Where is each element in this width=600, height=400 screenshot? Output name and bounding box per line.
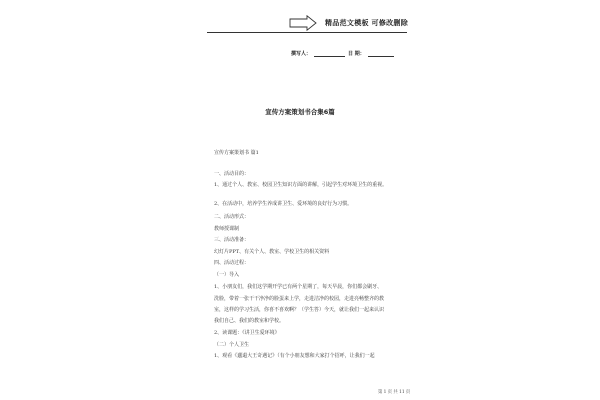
writer-date-line	[291, 50, 394, 57]
paragraph-line: 三、活动准备：	[214, 237, 250, 243]
date-label: 日 期：	[348, 51, 365, 57]
paragraph-line: （二）个人卫生	[214, 342, 250, 348]
paragraph-line: 2、在活动中，培养学生养成讲卫生、爱环境的良好行为习惯。	[214, 201, 353, 207]
paragraph-line: 二、活动形式：	[214, 214, 250, 220]
header-rule	[207, 32, 407, 33]
paragraph-line: （一）导入	[214, 272, 240, 278]
paragraph-line: 教师授课制	[214, 226, 240, 232]
banner-text: 精品范文模板 可修改删除	[325, 19, 409, 27]
paragraph-line: 1、通过个人、教室、校园卫生知识方面的讲解，引起学生对环境卫生的重视。	[214, 182, 388, 188]
writer-blank	[314, 56, 345, 57]
right-arrow-icon	[289, 15, 317, 31]
paragraph-line: 我们自己、我们的教室和学校。	[214, 318, 285, 324]
writer-label: 撰写人：	[291, 51, 312, 57]
section-heading: 宣传方案策划书 篇1	[214, 150, 259, 156]
document-title: 宣传方案策划书合集6篇	[265, 108, 335, 116]
paragraph-line: 1、观看《邋遢大王奇遇记》（有个小朋友想和大家打个招呼，让我们一起	[214, 353, 375, 359]
paragraph-line: 1、小朋友们，我们这学期开学已有两个星期了，每天早晨，你们都会刷牙、	[214, 284, 383, 290]
paragraph-line: 四、活动过程：	[214, 260, 250, 266]
page-number: 第 1 页 共 11 页	[378, 390, 411, 395]
paragraph-line: 室，这样的学习生活，你喜不喜欢啊？（学生答）今天，就让我们一起来认识	[214, 307, 385, 313]
paragraph-line: 幻灯片PPT、有关个人、教室、学校卫生的相关资料	[214, 249, 330, 255]
date-blank	[368, 56, 394, 57]
paragraph-line: 一、活动目的：	[214, 171, 250, 177]
paragraph-line: 洗脸，带着一张干干净净的脸蛋来上学，走进洁净的校园，走进亮畅整齐的教	[214, 296, 385, 302]
paragraph-line: 2、读课题：《讲卫生爱环境》	[214, 330, 280, 336]
